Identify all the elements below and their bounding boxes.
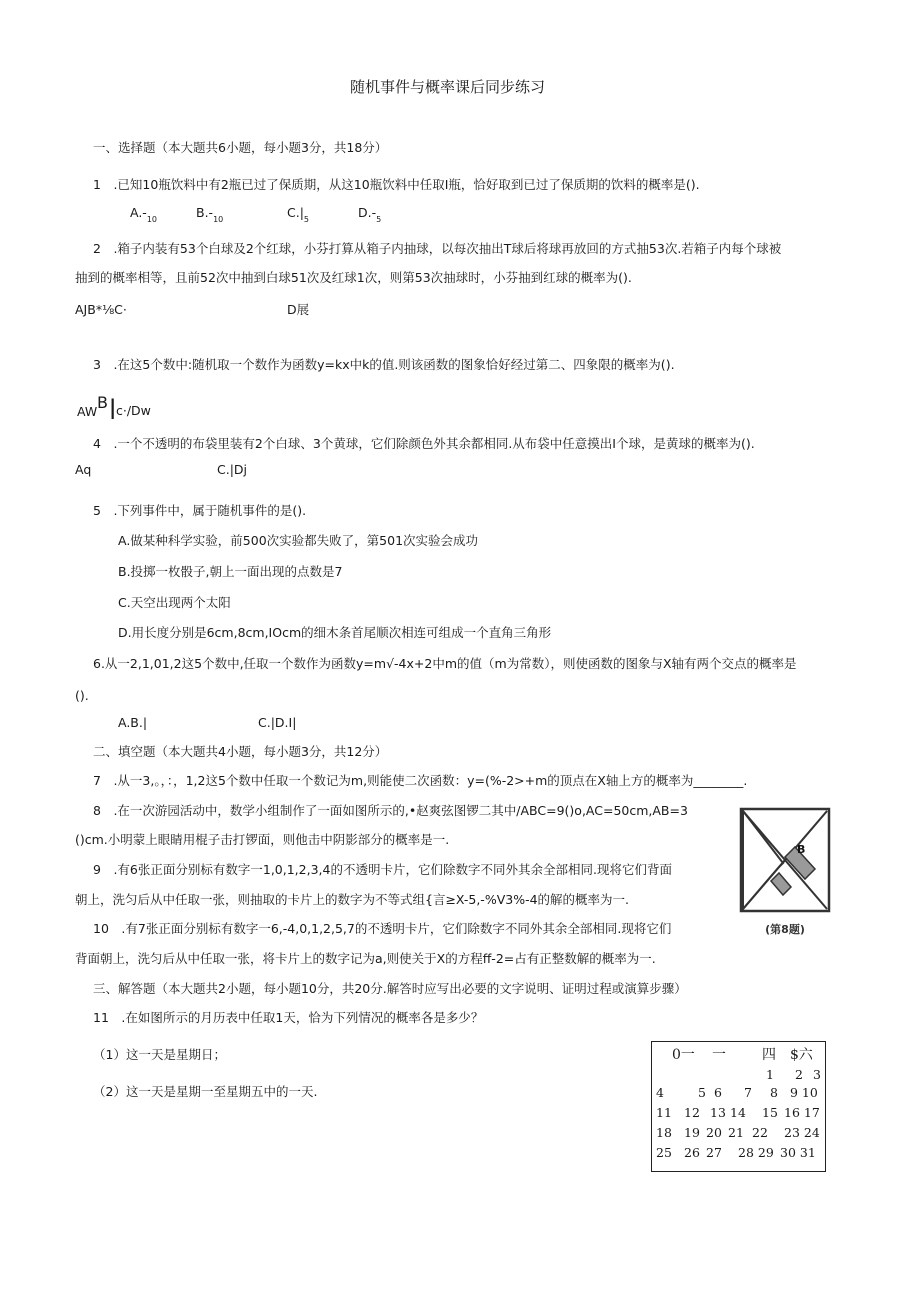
q4-options-cd: C.|Dj [217, 462, 248, 477]
question-10-line-2: 背面朝上，洗匀后从中任取一张，将卡片上的数字记为a,则使关于X的方程ff-2=占有正整数解的概率为一. [75, 951, 656, 966]
q2-options-abc: AJB*⅛C· [75, 302, 127, 317]
q5-option-b: B.投掷一枚骰子,朝上一面出现的点数是7 [118, 564, 343, 579]
question-1: 1 .已知10瓶饮料中有2瓶已过了保质期，从这10瓶饮料中任取I瓶，恰好取到已过了保质期的饮料的概率是(). [93, 177, 700, 192]
question-5: 5 .下列事件中，属于随机事件的是(). [93, 503, 307, 518]
q6-options-cd: C.|D.I| [258, 715, 297, 730]
question-10-line-1: 10 .有7张正面分别标有数字一6,-4,0,1,2,5,7的不透明卡片，它们除数字不同外其余全部相同.现将它们 [93, 921, 672, 936]
cal-day: 22 [752, 1125, 768, 1140]
cal-day: 13 [710, 1105, 726, 1120]
cal-day: 4 [656, 1085, 664, 1100]
q3-option-a: AW [77, 404, 98, 419]
q1-option-b: $B.-_{10}$ [196, 205, 224, 224]
q3-options-cd: c·/Dw [116, 403, 151, 418]
cal-day: 8 [770, 1085, 778, 1100]
cal-day: 25 [656, 1145, 672, 1160]
q5-option-d: D.用长度分别是6cm,8cm,IOcm的细木条首尾顺次相连可组成一个直角三角形 [118, 625, 552, 640]
cal-day: 30 31 [780, 1145, 816, 1160]
q11-sub-1: （1）这一天是星期日； [93, 1047, 226, 1062]
month-calendar [651, 1041, 826, 1172]
cal-day: 5 [698, 1085, 706, 1100]
q1-option-a: $A.-_{10}$ [130, 205, 158, 224]
question-9-line-2: 朝上，洗匀后从中任取一张，则抽取的卡片上的数字为不等式组{言≥X-5,-%V3%-4的解的概率为一. [75, 892, 630, 907]
question-4: 4 .一个不透明的布袋里装有2个白球、3个黄球，它们除颜色外其余都相同.从布袋中任意摸出I个球，是黄球的概率为(). [93, 436, 755, 451]
cal-day: 14 [730, 1105, 746, 1120]
cal-day: 15 [762, 1105, 778, 1120]
q1-option-c: $C.|_5$ [287, 205, 310, 224]
cal-day: 23 24 [784, 1125, 820, 1140]
q3-option-b: B [97, 393, 108, 412]
q4-option-a: Aq [75, 462, 92, 477]
cal-day: 2 [795, 1067, 803, 1082]
fig8-caption: (第8题) [765, 923, 805, 936]
cal-header-3: 四 [762, 1047, 776, 1063]
cal-header-2: 一 [712, 1047, 726, 1063]
cal-day: 7 [744, 1085, 752, 1100]
q6-options-ab: A.B.| [118, 715, 148, 730]
q5-option-c: C.天空出现两个太阳 [118, 595, 231, 610]
cal-day: 11 [656, 1105, 672, 1120]
cal-header-4: $六 [790, 1047, 813, 1063]
section-heading-fill: 二、填空题（本大题共4小题，每小题3分，共12分） [93, 744, 388, 759]
question-3: 3 .在这5个数中:随机取一个数作为函数y=kx中k的值.则该函数的图象恰好经过第二、四象限的概率为(). [93, 357, 675, 372]
cal-day: 12 [684, 1105, 700, 1120]
question-2-line-1: 2 .箱子内装有53个白球及2个红球，小芬打算从箱子内抽球，以每次抽出T球后将球再放回的方式抽53次.若箱子内每个球被 [93, 241, 782, 256]
q5-option-a: A.做某种科学实验，前500次实验都失败了，第501次实验会成功 [118, 533, 479, 548]
fig8-label-b: B [797, 843, 806, 856]
q1-option-d: $D.-_5$ [358, 205, 382, 224]
question-6-line-2: (). [75, 688, 89, 703]
cal-header-1: 0一 [672, 1047, 695, 1063]
question-11: 11 .在如图所示的月历表中任取1天，恰为下列情况的概率各是多少？ [93, 1010, 484, 1025]
cal-day: 3 [813, 1067, 821, 1082]
section-heading-answer: 三、解答题（本大题共2小题，每小题10分，共20分.解答时应写出必要的文字说明、证明过程或演算步骤） [93, 981, 687, 996]
question-9-line-1: 9 .有6张正面分别标有数字一1,0,1,2,3,4的不透明卡片，它们除数字不同外其余全部相同.现将它们背面 [93, 862, 672, 877]
cal-day: 21 [728, 1125, 744, 1140]
cal-day: 20 [706, 1125, 722, 1140]
question-6-line-1: 6.从一2,1,01,2这5个数中,任取一个数作为函数y=m√-4x+2中m的值（m为常数），则使函数的图象与X轴有两个交点的概率是 [93, 656, 797, 671]
cal-day: 28 29 [738, 1145, 774, 1160]
q3-option-bar: | [109, 395, 117, 419]
cal-day: 19 [684, 1125, 700, 1140]
q2-option-d: D展 [287, 302, 310, 317]
zhao-shuang-diagram [739, 807, 831, 940]
cal-day: 26 [684, 1145, 700, 1160]
cal-day: 6 [714, 1085, 722, 1100]
cal-day: 16 17 [784, 1105, 820, 1120]
q11-sub-2: （2）这一天是星期一至星期五中的一天. [93, 1084, 318, 1099]
question-7: 7 .从一3,。，：，1,2这5个数中任取一个数记为m,则能使二次函数：y=(%-2>+m的顶点在X轴上方的概率为________. [93, 773, 748, 788]
question-8-line-1: 8 .在一次游园活动中，数学小组制作了一面如图所示的,•赵爽弦图锣二其中/ABC=9()o,AC=50cm,AB=3 [93, 803, 688, 818]
question-8-line-2: ()cm.小明蒙上眼睛用棍子击打锣面，则他击中阴影部分的概率是一. [75, 832, 450, 847]
cal-day: 27 [706, 1145, 722, 1160]
cal-day: 18 [656, 1125, 672, 1140]
cal-day: 9 10 [790, 1085, 818, 1100]
page-title: 随机事件与概率课后同步练习 [350, 78, 546, 96]
cal-day: 1 [766, 1067, 774, 1082]
section-heading-choice: 一、选择题（本大题共6小题，每小题3分，共18分） [93, 140, 388, 155]
question-2-line-2: 抽到的概率相等，且前52次中抽到白球51次及红球1次，则第53次抽球时，小芬抽到红球的概率为(). [75, 270, 632, 285]
